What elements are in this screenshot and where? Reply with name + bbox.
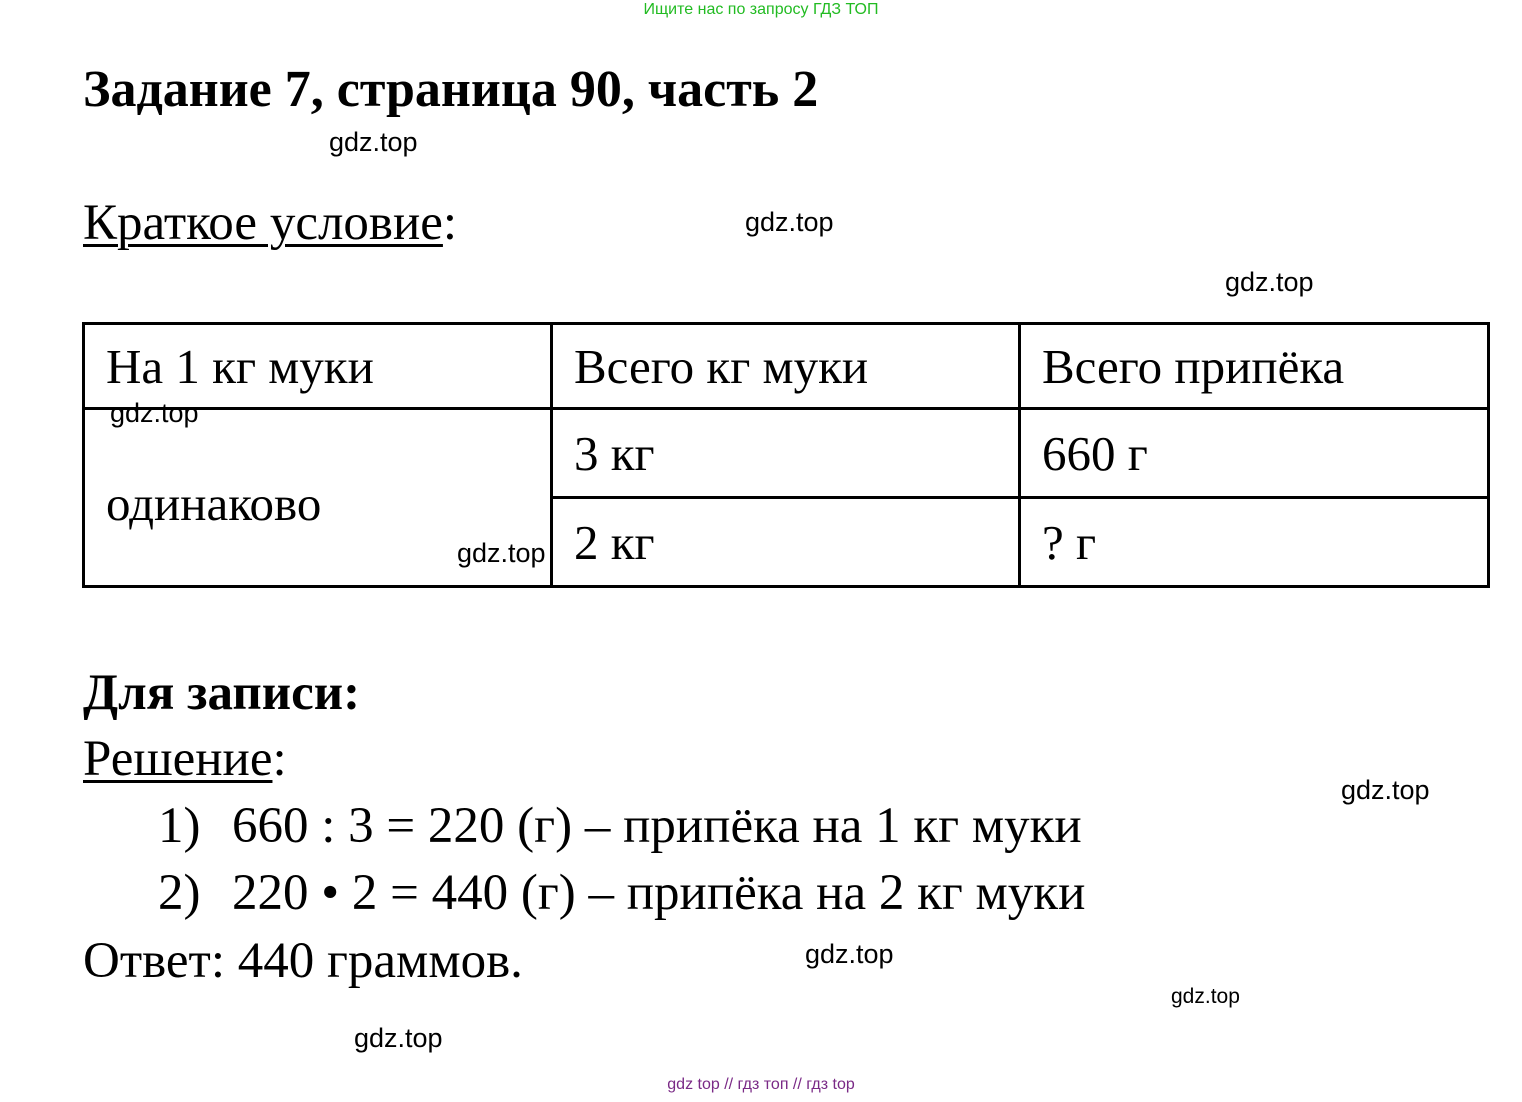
condition-table [82,322,1490,588]
watermark: gdz.top [110,398,199,428]
cell-total-gain: 660 г [1020,409,1489,498]
watermark: gdz.top [329,127,418,157]
cell-total-flour: 2 кг [552,498,1020,587]
step-text: 220 • 2 = 440 (г) – припёка на 2 кг муки [232,865,1086,921]
merged-cell-same: одинаково [84,409,552,587]
step-number: 2) [158,865,201,921]
condition-heading [83,194,457,252]
watermark: gdz.top [745,207,834,237]
watermark: gdz.top [1225,267,1314,297]
solution-step [158,864,1085,922]
header-per-kg: На 1 кг муки [84,324,552,409]
watermark: gdz.top [805,939,894,969]
step-text: 660 : 3 = 220 (г) – припёка на 1 кг муки [232,798,1082,854]
cell-total-flour: 3 кг [552,409,1020,498]
solution-step [158,797,1082,855]
header-total-gain: Всего припёка [1020,324,1489,409]
solution-colon: : [272,731,287,787]
footer-note: gdz top // гдз топ // гдз top [667,1076,855,1093]
for-record-heading: Для записи: [83,665,361,721]
answer-text: Ответ: 440 граммов. [83,933,523,989]
cell-total-gain: ? г [1020,498,1489,587]
top-promo-note: Ищите нас по запросу ГДЗ ТОП [643,1,879,18]
watermark: gdz.top [354,1023,443,1053]
solution-label: Решение [83,731,273,787]
condition-label: Краткое условие [83,195,443,251]
step-number: 1) [158,798,201,854]
watermark: gdz.top [457,538,546,568]
condition-colon: : [442,195,458,251]
solution-heading [83,730,287,788]
header-total-flour: Всего кг муки [552,324,1020,409]
watermark: gdz.top [1341,775,1430,805]
watermark: gdz.top [1171,985,1240,1008]
page-title: Задание 7, страница 90, часть 2 [83,61,819,118]
table-header-row [84,324,1489,409]
table-row [84,409,1489,498]
